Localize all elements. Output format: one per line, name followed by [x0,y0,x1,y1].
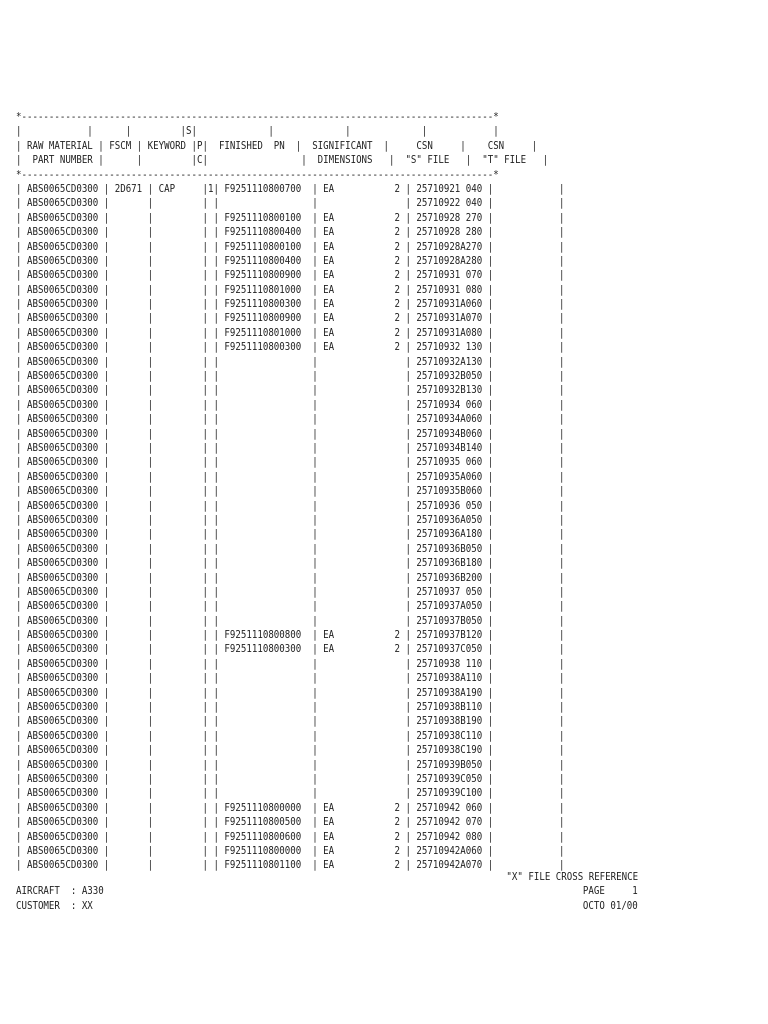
table-row: | ABS0065CD0300 | | | | | | 25710938B110 | | [16,701,565,714]
table-row: | ABS0065CD0300 | | | | | | 25710937B050 | | [16,614,565,627]
table-row: | ABS0065CD0300 | | | | F9251110800400 | EA 2 | 25710928A280 | | [16,254,565,267]
cross-reference-report [16,110,638,873]
report-date: OCTO 01/00 [583,899,638,912]
table-row: | ABS0065CD0300 | | | | F9251110800100 | EA 2 | 25710928A270 | | [16,240,565,253]
table-row: | ABS0065CD0300 | | | | F9251110801100 | EA 2 | 25710942A070 | | [16,859,565,872]
table-row: | ABS0065CD0300 | | | | | | 25710932B050 | | [16,370,565,383]
table-row: | ABS0065CD0300 | | | | | | 25710939C100 | | [16,787,565,800]
header-bottom-border: *--------------------------------------------------------------------------------------* [16,168,499,181]
customer-label: CUSTOMER : XX [16,899,93,912]
table-row: | ABS0065CD0300 | | | | | | 25710938C110 | | [16,729,565,742]
table-row: | ABS0065CD0300 | | | | F9251110800300 | EA 2 | 25710931A060 | | [16,298,565,311]
table-row: | ABS0065CD0300 | | | | | | 25710936B180 | | [16,557,565,570]
header-line-1: | | | |S| | | | | [16,125,499,138]
table-row: | ABS0065CD0300 | 2D671 | CAP |1| F9251110800700 | EA 2 | 25710921 040 | | [16,182,565,195]
table-row: | ABS0065CD0300 | | | | | | 25710936A050 | | [16,513,565,526]
table-row: | ABS0065CD0300 | | | | F9251110800900 | EA 2 | 25710931A070 | | [16,312,565,325]
table-row: | ABS0065CD0300 | | | | F9251110800000 | EA 2 | 25710942 060 | | [16,801,565,814]
table-row: | ABS0065CD0300 | | | | | | 25710936 050 | | [16,499,565,512]
header-line-2: | RAW MATERIAL | FSCM | KEYWORD |P| FINISHED PN | SIGNIFICANT | CSN | CSN | [16,139,538,152]
aircraft-label: AIRCRAFT : A330 [16,885,104,898]
table-row: | ABS0065CD0300 | | | | | | 25710939B050 | | [16,758,565,771]
table-row: | ABS0065CD0300 | | | | | | 25710922 040 | | [16,197,565,210]
table-row: | ABS0065CD0300 | | | | F9251110800900 | EA 2 | 25710931 070 | | [16,269,565,282]
table-row: | ABS0065CD0300 | | | | F9251110800400 | EA 2 | 25710928 280 | | [16,226,565,239]
table-row: | ABS0065CD0300 | | | | | | 25710935B060 | | [16,485,565,498]
table-body [16,182,638,873]
table-top-border: *--------------------------------------------------------------------------------------* [16,111,499,123]
table-row: | ABS0065CD0300 | | | | | | 25710937 050 | | [16,585,565,598]
table-row: | ABS0065CD0300 | | | | F9251110800500 | EA 2 | 25710942 070 | | [16,816,565,829]
table-row: | ABS0065CD0300 | | | | | | 25710938A110 | | [16,672,565,685]
table-row: | ABS0065CD0300 | | | | | | 25710939C050 | | [16,772,565,785]
table-row: | ABS0065CD0300 | | | | F9251110800300 | EA 2 | 25710932 130 | | [16,341,565,354]
table-row: | ABS0065CD0300 | | | | | | 25710932A130 | | [16,355,565,368]
table-row: | ABS0065CD0300 | | | | | | 25710938C190 | | [16,744,565,757]
table-row: | ABS0065CD0300 | | | | F9251110800600 | EA 2 | 25710942 080 | | [16,830,565,843]
page-number: PAGE 1 [583,885,638,898]
table-row: | ABS0065CD0300 | | | | F9251110800300 | EA 2 | 25710937C050 | | [16,643,565,656]
table-row: | ABS0065CD0300 | | | | | | 25710938A190 | | [16,686,565,699]
table-row: | ABS0065CD0300 | | | | F9251110800800 | EA 2 | 25710937B120 | | [16,629,565,642]
table-row: | ABS0065CD0300 | | | | F9251110800000 | EA 2 | 25710942A060 | | [16,844,565,857]
table-row: | ABS0065CD0300 | | | | | | 25710936B200 | | [16,571,565,584]
header-line-3: | PART NUMBER | | |C| | DIMENSIONS | "S" FILE | "T" FILE | [16,154,549,167]
table-row: | ABS0065CD0300 | | | | | | 25710934B140 | | [16,441,565,454]
table-row: | ABS0065CD0300 | | | | | | 25710937A050 | | [16,600,565,613]
table-row: | ABS0065CD0300 | | | | F9251110800100 | EA 2 | 25710928 270 | | [16,211,565,224]
table-row: | ABS0065CD0300 | | | | | | 25710932B130 | | [16,384,565,397]
table-row: | ABS0065CD0300 | | | | | | 25710934 060 | | [16,398,565,411]
table-row: | ABS0065CD0300 | | | | | | 25710936B050 | | [16,542,565,555]
table-row: | ABS0065CD0300 | | | | | | 25710938 110 | | [16,657,565,670]
table-row: | ABS0065CD0300 | | | | | | 25710935 060 | | [16,456,565,469]
table-row: | ABS0065CD0300 | | | | | | 25710938B190 | | [16,715,565,728]
table-row: | ABS0065CD0300 | | | | F9251110801000 | EA 2 | 25710931A080 | | [16,326,565,339]
report-title: "X" FILE CROSS REFERENCE [506,871,638,883]
table-row: | ABS0065CD0300 | | | | | | 25710934A060 | | [16,413,565,426]
table-row: | ABS0065CD0300 | | | | | | 25710934B060 | | [16,427,565,440]
table-row: | ABS0065CD0300 | | | | F9251110801000 | EA 2 | 25710931 080 | | [16,283,565,296]
table-row: | ABS0065CD0300 | | | | | | 25710936A180 | | [16,528,565,541]
table-row: | ABS0065CD0300 | | | | | | 25710935A060 | | [16,470,565,483]
